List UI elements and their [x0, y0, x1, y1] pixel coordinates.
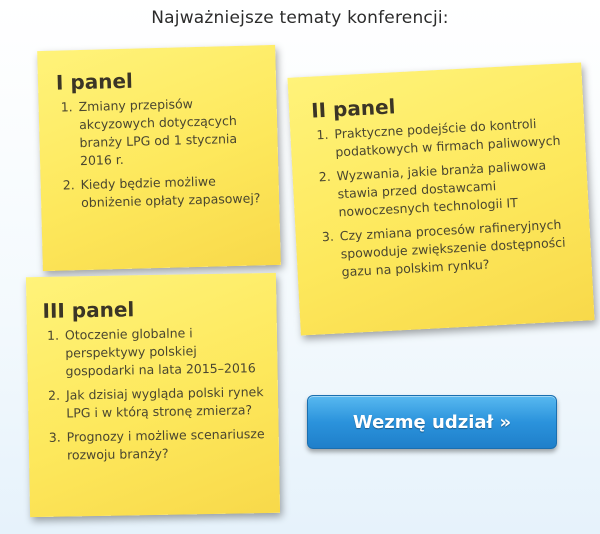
- list-item: 3. Prognozy i możliwe scenariusze rozwoju branży?: [65, 425, 266, 464]
- list-item: 2. Kiedy będzie możliwe obniżenie opłaty zapasowej?: [78, 171, 265, 212]
- sticky-note-panel-3: [26, 273, 280, 517]
- sticky-note-panel-1: [37, 45, 281, 271]
- list-item: 2. Jak dzisiaj wygląda polski rynek LPG i w którą stronę zmierza?: [64, 383, 265, 422]
- topic-list: [312, 113, 574, 282]
- panel-title: III panel: [42, 297, 135, 323]
- list-item: 1. Praktyczne podejście do kontroli podatkowych w firmach paliwowych: [332, 113, 568, 161]
- list-item: 3. Czy zmiana procesów rafineryjnych spowoduje zwiększenie dostępności gazu na polskim rynku?: [337, 215, 574, 281]
- list-item: 1. Otoczenie globalne i perspektywy polskiej gospodarki na lata 2015–2016: [63, 323, 264, 380]
- list-item: 1. Zmiany przepisów akcyzowych dotyczących branży LPG od 1 stycznia 2016 r.: [76, 93, 264, 170]
- panel-title: II panel: [310, 94, 397, 123]
- page-heading: Najważniejsze tematy konferencji:: [151, 8, 449, 28]
- sticky-note-panel-2: [287, 62, 594, 335]
- topic-list: [56, 93, 265, 212]
- list-item: 2. Wyzwania, jakie branża paliwowa stawia przed dostawcami nowoczesnych technologii IT: [334, 155, 571, 221]
- panel-title: I panel: [55, 68, 134, 95]
- register-button[interactable]: Wezmę udział »: [307, 395, 557, 449]
- topic-list: [43, 323, 265, 465]
